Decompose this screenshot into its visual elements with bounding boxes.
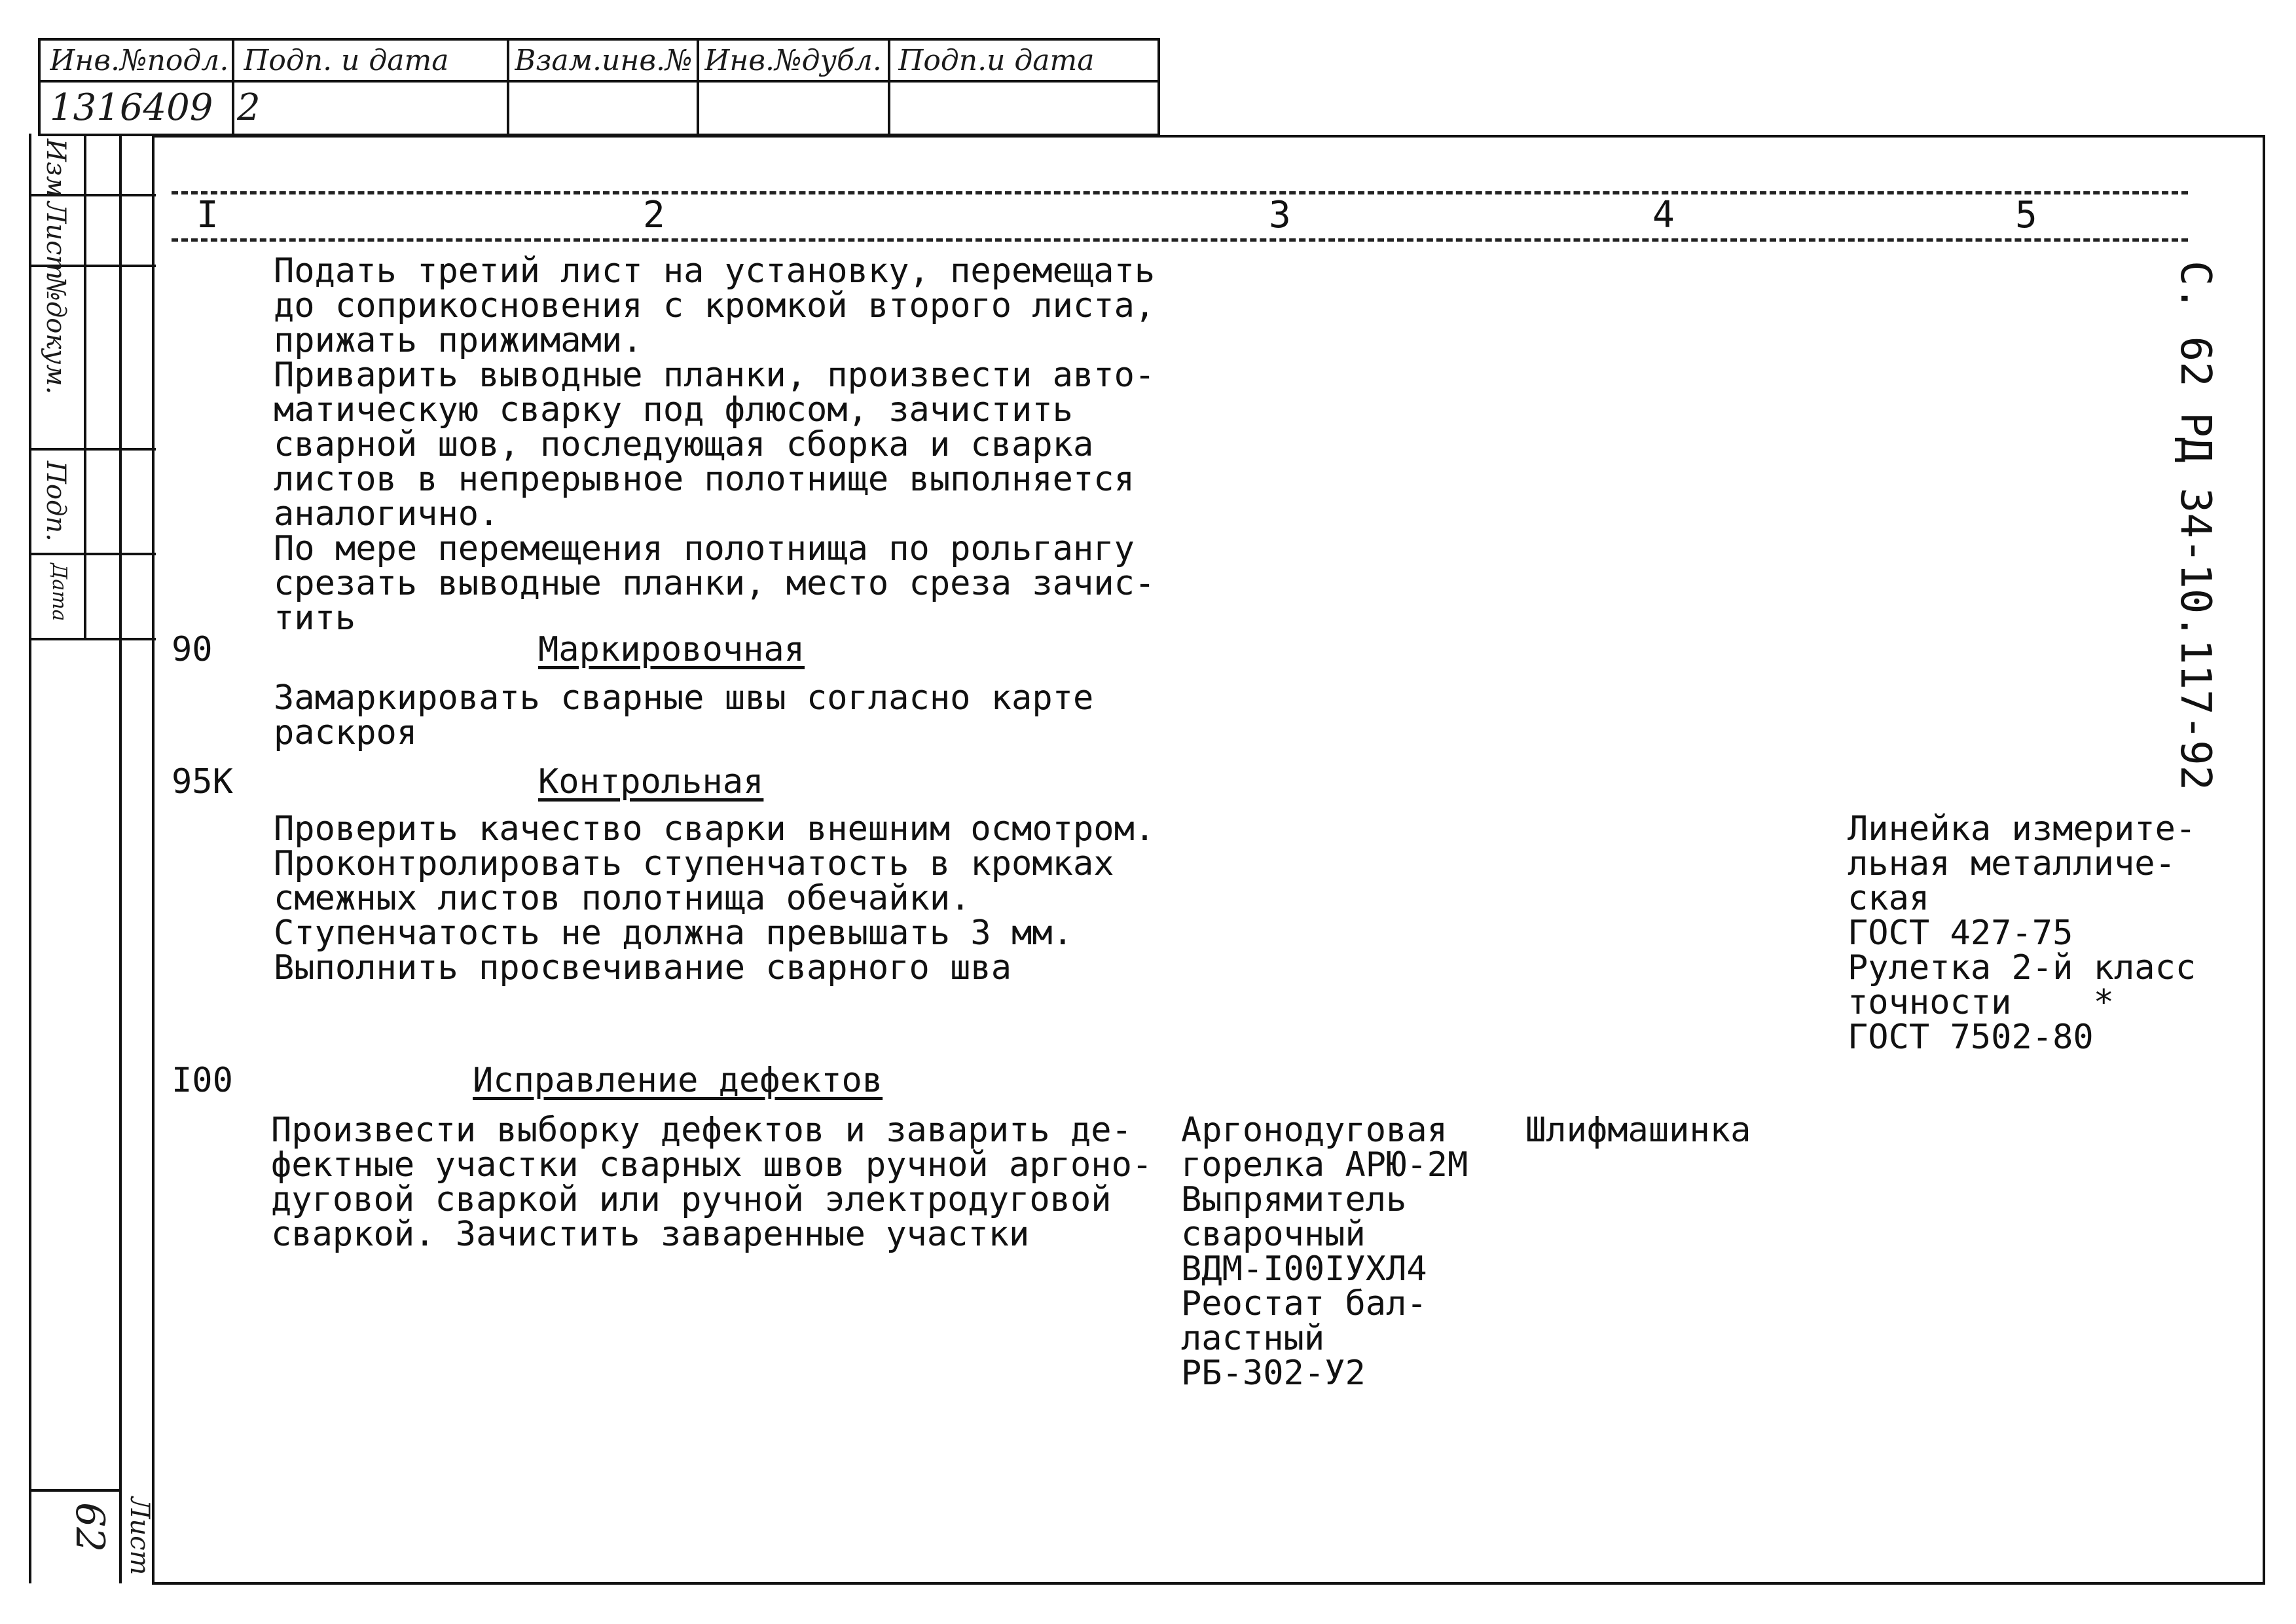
stamp-header-replaced-inv: Взам.инв.№ (515, 44, 693, 77)
column-header-line-top (172, 191, 2188, 194)
intro-instructions: Подать третий лист на установку, перемещать до соприкосновения с кромкой второго листа, прижать прижимами. Приварить выводные планки, произвести авто- матическую сварку под флюсом, зачистить сварной шов, последующая сборка и сварка листов в непрерывное полотнище выполняется аналогично. По мере перемещения полотнища по рольгангу срезать выводные планки, место среза зачис- тить (274, 251, 1156, 638)
stamp-signature: 2 (237, 86, 261, 129)
column-number-2: 2 (643, 194, 665, 236)
stamp-inv-number: 1316409 (50, 86, 213, 129)
column-number-1: I (196, 194, 219, 236)
operation-number-95k: 95К (172, 762, 233, 802)
operation-number-100: I00 (172, 1061, 233, 1100)
approval-stamp-table (38, 38, 1160, 136)
document-code: С. 62 РД 34-10.117-92 (2171, 261, 2219, 791)
strip-label-sheet: Лист (41, 202, 71, 280)
strip-label-list: Лист (124, 1497, 155, 1576)
operation-tools-95k: Линейка измерите- льная металличе- ская ГОСТ 427-75 Рулетка 2-й класс точности * ГОСТ 7502-80 (1848, 809, 2196, 1057)
operation-title-95k: Контрольная (538, 762, 764, 802)
revision-strip (29, 134, 153, 1583)
strip-label-date: Дата (48, 563, 71, 621)
strip-label-change: Изм (41, 139, 71, 198)
operation-title-90: Маркировочная (538, 630, 805, 669)
strip-label-doc-number: №докум. (41, 276, 71, 395)
operation-text-95k: Проверить качество сварки внешним осмотром. Проконтролировать ступенчатость в кромках смежных листов полотнища обечайки. Ступенчатость не должна превышать 3 мм. Выполнить просвечивание сварного шва (274, 809, 1156, 987)
column-number-3: 3 (1269, 194, 1291, 236)
operation-text-100: Произвести выборку дефектов и заварить де- фектные участки сварных швов ручной аргоно- дуговой сваркой или ручной электродуговой сваркой. Зачистить заваренные участки (271, 1111, 1153, 1254)
operation-equipment-100: Аргонодуговая горелка АРЮ-2М Выпрямитель сварочный ВДМ-I00IУХЛ4 Реостат бал- ластный РБ-302-У2 (1181, 1111, 1468, 1393)
column-number-5: 5 (2015, 194, 2037, 236)
sheet-number: 62 (67, 1502, 113, 1553)
column-number-4: 4 (1652, 194, 1675, 236)
stamp-header-sign-date-2: Подп.и дата (898, 44, 1095, 77)
column-header-line-bottom (172, 238, 2188, 242)
strip-label-signature: Подп. (41, 461, 71, 542)
operation-text-90: Замаркировать сварные швы согласно карте раскроя (274, 678, 1094, 752)
operation-title-100: Исправление дефектов (473, 1061, 883, 1100)
stamp-header-inv-dup: Инв.№дубл. (704, 44, 882, 77)
stamp-header-inv-orig: Инв.№подл. (50, 44, 229, 77)
operation-number-90: 90 (172, 630, 213, 669)
stamp-header-sign-date: Подп. и дата (244, 44, 449, 77)
operation-tool-100: Шлифмашинка (1525, 1111, 1751, 1150)
